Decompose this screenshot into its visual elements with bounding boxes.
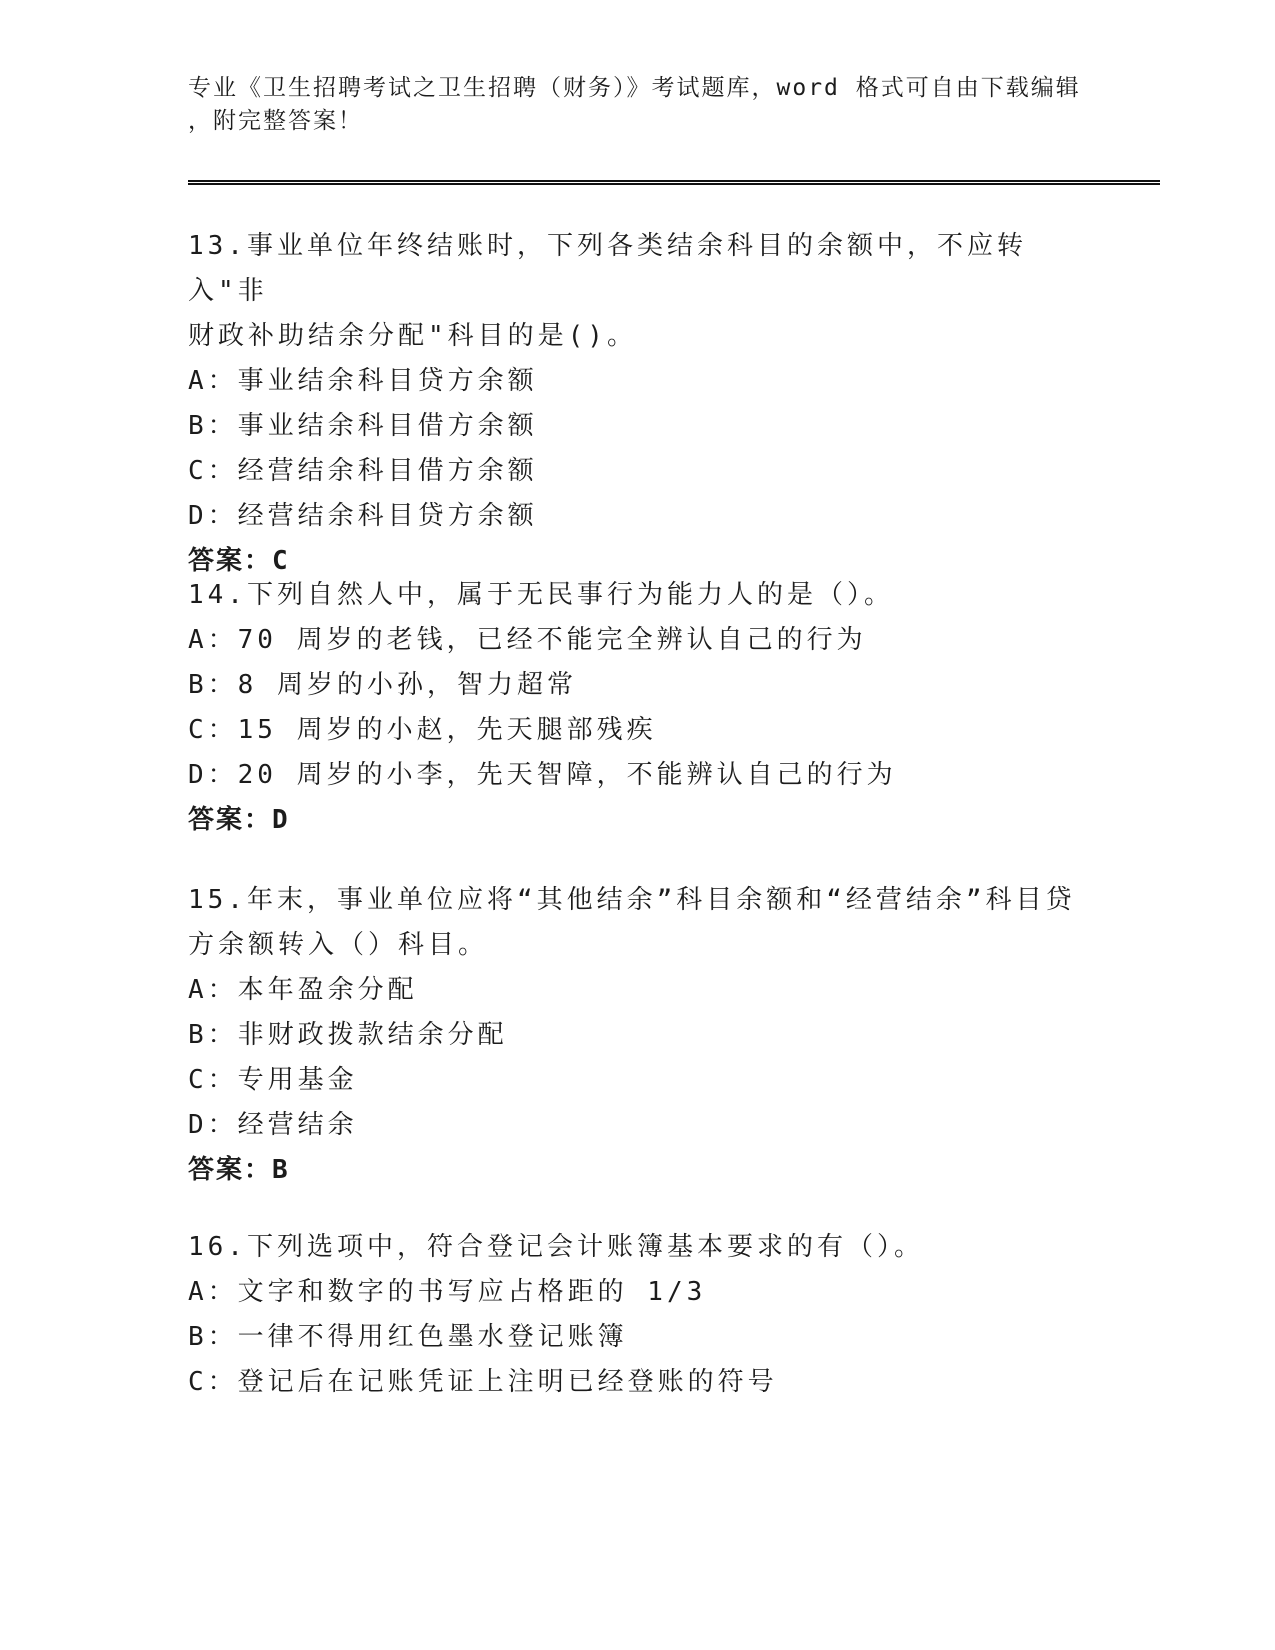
option-c: C：登记后在记账凭证上注明已经登账的符号 bbox=[188, 1367, 778, 1397]
question-13 bbox=[188, 224, 1088, 584]
option-b: B：8 周岁的小孙，智力超常 bbox=[188, 670, 577, 700]
header-line-1: 专业《卫生招聘考试之卫生招聘（财务）》考试题库，word 格式可自由下载编辑 bbox=[188, 75, 1081, 101]
option-c: C：经营结余科目借方余额 bbox=[188, 456, 538, 486]
option-b: B：一律不得用红色墨水登记账簿 bbox=[188, 1322, 628, 1352]
option-c: C：15 周岁的小赵，先天腿部残疾 bbox=[188, 715, 657, 745]
option-a: A：文字和数字的书写应占格距的 1/3 bbox=[188, 1277, 707, 1307]
question-stem-line-1: 13.事业单位年终结账时，下列各类结余科目的余额中，不应转入"非 bbox=[188, 231, 1027, 306]
option-b: B：事业结余科目借方余额 bbox=[188, 411, 538, 441]
answer-line: 答案：D bbox=[188, 805, 290, 835]
question-stem-line-1: 14.下列自然人中，属于无民事行为能力人的是（）。 bbox=[188, 580, 894, 610]
question-stem-line-1: 15.年末，事业单位应将“其他结余”科目余额和“经营结余”科目贷 bbox=[188, 885, 1076, 915]
header-double-rule bbox=[188, 180, 1160, 185]
document-header bbox=[188, 72, 1088, 138]
option-a: A：本年盈余分配 bbox=[188, 975, 418, 1005]
option-d: D：经营结余 bbox=[188, 1110, 358, 1140]
question-stem-line-2: 方余额转入（）科目。 bbox=[188, 930, 489, 960]
option-c: C：专用基金 bbox=[188, 1065, 358, 1095]
answer-line: 答案：B bbox=[188, 1155, 290, 1185]
option-d: D：经营结余科目贷方余额 bbox=[188, 501, 538, 531]
question-15 bbox=[188, 878, 1088, 1193]
question-stem-line-2: 财政补助结余分配"科目的是()。 bbox=[188, 321, 637, 351]
option-d: D：20 周岁的小李，先天智障，不能辨认自己的行为 bbox=[188, 760, 897, 790]
option-a: A：事业结余科目贷方余额 bbox=[188, 366, 538, 396]
header-line-2: ，附完整答案！ bbox=[188, 108, 363, 134]
question-14 bbox=[188, 573, 1088, 843]
answer-line: 答案：C bbox=[188, 546, 290, 576]
question-16 bbox=[188, 1225, 1088, 1405]
option-a: A：70 周岁的老钱，已经不能完全辨认自己的行为 bbox=[188, 625, 867, 655]
option-b: B：非财政拨款结余分配 bbox=[188, 1020, 508, 1050]
question-stem-line-1: 16.下列选项中，符合登记会计账簿基本要求的有（）。 bbox=[188, 1232, 924, 1262]
